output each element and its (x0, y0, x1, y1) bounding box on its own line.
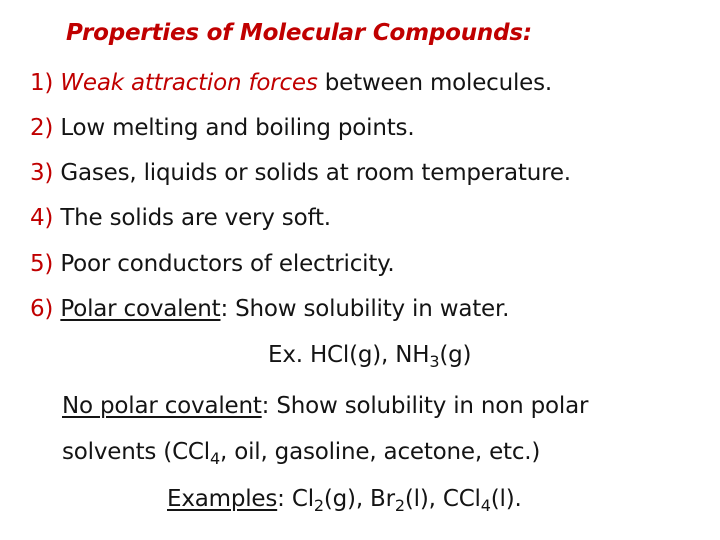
item-number: 4) (30, 205, 54, 231)
nonpolar-text: , oil, gasoline, acetone, etc.) (219, 439, 541, 465)
examples-text: (l), CCl (404, 486, 481, 512)
subscript: 3 (429, 352, 440, 371)
item-text: : Show solubility in water. (220, 296, 510, 322)
list-item-4 (30, 203, 331, 233)
list-item-6 (30, 294, 509, 324)
nonpolar-covalent-term: No polar covalent (62, 393, 262, 419)
item-emphasis: Weak attraction forces (60, 70, 318, 96)
examples-label: Examples (167, 486, 278, 512)
example-text: (g) (439, 342, 472, 368)
polar-example (268, 340, 471, 370)
item-text: Low melting and boiling points. (53, 115, 415, 141)
examples-text: (l). (490, 486, 522, 512)
nonpolar-line-2 (62, 437, 540, 467)
item-number: 3) (30, 160, 54, 186)
examples-text: (g), Br (323, 486, 395, 512)
list-item-3 (30, 158, 571, 188)
page-title: Properties of Molecular Compounds: (66, 20, 532, 46)
examples-line (167, 484, 522, 514)
subscript: 2 (394, 496, 405, 515)
item-number: 5) (30, 251, 54, 277)
item-text: Gases, liquids or solids at room temperature. (53, 160, 571, 186)
subscript: 4 (480, 496, 491, 515)
item-number: 1) (30, 70, 54, 96)
list-item-5 (30, 249, 394, 279)
nonpolar-text: : Show solubility in non polar (261, 393, 589, 419)
nonpolar-text: solvents (CCl (62, 439, 210, 465)
nonpolar-line-1 (62, 391, 588, 421)
list-item-1 (30, 68, 552, 98)
subscript: 4 (209, 449, 220, 468)
examples-text: : Cl (277, 486, 314, 512)
list-item-2 (30, 113, 414, 143)
example-text: Ex. HCl(g), NH (268, 342, 430, 368)
item-text: The solids are very soft. (53, 205, 331, 231)
polar-covalent-term: Polar covalent (60, 296, 221, 322)
item-text: between molecules. (317, 70, 553, 96)
subscript: 2 (313, 496, 324, 515)
item-number: 2) (30, 115, 54, 141)
item-text: Poor conductors of electricity. (53, 251, 395, 277)
item-number: 6) (30, 296, 54, 322)
